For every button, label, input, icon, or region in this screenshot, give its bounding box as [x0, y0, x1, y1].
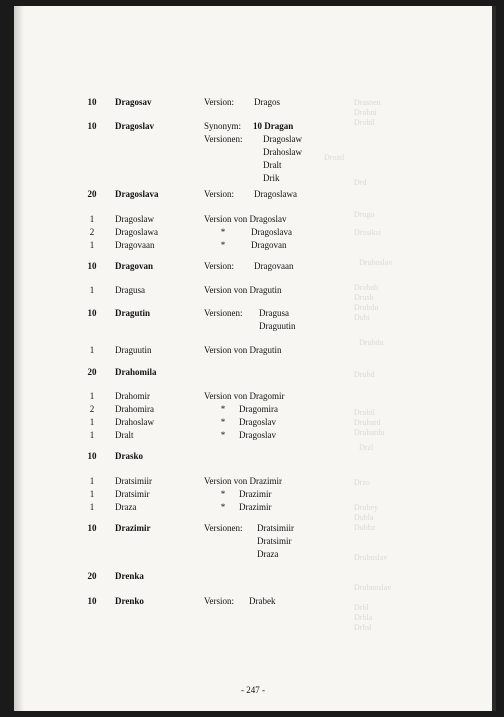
entry-name: Draguutin — [115, 345, 152, 355]
entry-value: Dragoslav — [239, 430, 276, 440]
list-item — [14, 97, 492, 111]
entry-name: Draza — [115, 502, 137, 512]
list-item — [14, 523, 492, 537]
entry-number: 10 — [87, 121, 97, 131]
entry-label: Versionen: — [204, 134, 243, 144]
entry-number: 1 — [89, 417, 95, 427]
entry-name: Dralt — [115, 430, 134, 440]
entry-label: Version von Dragomir — [204, 391, 285, 401]
entry-number: 1 — [89, 285, 95, 295]
list-item — [14, 430, 492, 444]
entry-number: 1 — [89, 430, 95, 440]
entry-name: Dragoslava — [115, 189, 159, 199]
entry-value: Dragusa — [259, 308, 289, 318]
list-item — [14, 391, 492, 405]
entry-number: 10 — [87, 523, 97, 533]
entry-label: Versionen: — [204, 308, 243, 318]
list-item — [14, 308, 492, 322]
list-item — [14, 345, 492, 359]
entry-value: Drazimir — [239, 502, 272, 512]
entry-name: Drahomira — [115, 404, 154, 414]
entry-number: 10 — [87, 451, 97, 461]
entry-number: 1 — [89, 489, 95, 499]
list-item — [14, 476, 492, 490]
entry-value: 10 Dragan — [253, 121, 294, 131]
entry-value: Dratsimiir — [257, 523, 294, 533]
entry-label: Synonym: — [204, 121, 242, 131]
entry-number: 20 — [87, 367, 97, 377]
list-item — [14, 417, 492, 431]
entry-name: Drenka — [115, 571, 144, 581]
entry-number: 10 — [87, 308, 97, 318]
ditto-mark: * — [220, 227, 226, 237]
entry-value: Draza — [257, 549, 279, 559]
entry-name: Dragusa — [115, 285, 145, 295]
list-item — [14, 134, 492, 148]
entry-name: Dragovan — [115, 261, 153, 271]
ditto-mark: * — [220, 417, 226, 427]
entry-value: Dragoslaw — [263, 134, 302, 144]
book-edge — [492, 6, 496, 711]
entry-name: Drahomila — [115, 367, 157, 377]
entry-name: Drahomir — [115, 391, 150, 401]
entry-name: Dragutin — [115, 308, 151, 318]
list-item — [14, 404, 492, 418]
list-item — [14, 227, 492, 241]
entry-value: Dragovan — [251, 240, 287, 250]
entry-name: Drazimir — [115, 523, 151, 533]
entry-value: Drabek — [249, 596, 276, 606]
list-item — [14, 160, 492, 174]
entry-number: 1 — [89, 240, 95, 250]
entry-label: Version von Dragutin — [204, 345, 282, 355]
entry-name: Dragoslav — [115, 121, 154, 131]
list-item — [14, 596, 492, 610]
entry-name: Dratsimiir — [115, 476, 152, 486]
entry-number: 20 — [87, 189, 97, 199]
entry-number: 1 — [89, 476, 95, 486]
ditto-mark: * — [220, 404, 226, 414]
ditto-mark: * — [220, 430, 226, 440]
list-item — [14, 240, 492, 254]
document-page: Drasnen Drobni Drobil Drozd Drd Drugo Drosiksi Druboslav Drobah Drusb Drubdn Dubi Drubdu Drubd Drobil Drubard Drubardu Drzl Drzo Drubey Dubla Dubbz Druboslav Drubnoslav Drbl Drbla Drbsl 10 Dragosav Version: Dragos 10 Dragoslav Synonym: 10 Dragan Versionen: Dragoslaw Drahoslaw Dralt Drik 20 Dragoslava Version: Dragoslawa 1 Dragoslaw Version von Dragoslav 2 Dragoslawa * Dragoslava 1 Dragovaan * Dragovan 10 Dragovan Version: Dragovaan 1 Dragusa Version von Dragutin 10 Dragutin Versionen: Dragusa Draguutin 1 Draguutin Version von Dragutin 20 Drahomila 1 Drahomir Version von Dragomir 2 Drahomira * Dragomira 1 Drahoslaw * Dragoslav 1 Dralt * Dragoslav 10 Drasko 1 Dratsimiir Version von Drazimir 1 Dratsimir * Drazimir 1 Draza * Drazimir 10 Drazimir Versionen: Dratsimiir Dratsimir Draza 20 Drenka 10 Drenko Version: Drabek - 247 - — [14, 6, 492, 711]
ditto-mark: * — [220, 240, 226, 250]
entry-name: Drahoslaw — [115, 417, 154, 427]
entry-number: 2 — [89, 227, 95, 237]
list-item — [14, 549, 492, 563]
entry-value: Draguutin — [259, 321, 296, 331]
entry-name: Drasko — [115, 451, 144, 461]
entry-name: Dratsimir — [115, 489, 150, 499]
entry-number: 20 — [87, 571, 97, 581]
entry-name: Drenko — [115, 596, 144, 606]
entry-name: Dragoslawa — [115, 227, 158, 237]
list-item — [14, 173, 492, 187]
entry-value: Drazimir — [239, 489, 272, 499]
entry-value: Drik — [263, 173, 280, 183]
list-item — [14, 321, 492, 335]
entry-value: Drahoslaw — [263, 147, 302, 157]
entry-value: Dralt — [263, 160, 282, 170]
entry-number: 10 — [87, 596, 97, 606]
entry-name: Dragoslaw — [115, 214, 154, 224]
entry-label: Versionen: — [204, 523, 243, 533]
entry-label: Version: — [204, 596, 234, 606]
list-item — [14, 214, 492, 228]
entry-number: 1 — [89, 391, 95, 401]
list-item — [14, 536, 492, 550]
entry-value: Dragomira — [239, 404, 278, 414]
entry-number: 10 — [87, 97, 97, 107]
ditto-mark: * — [220, 489, 226, 499]
list-item — [14, 121, 492, 135]
entry-value: Dragos — [254, 97, 280, 107]
list-item — [14, 147, 492, 161]
entry-value: Dragoslawa — [254, 189, 297, 199]
ditto-mark: * — [220, 502, 226, 512]
entry-value: Dragoslav — [239, 417, 276, 427]
list-item — [14, 367, 492, 381]
list-item — [14, 571, 492, 585]
list-item — [14, 285, 492, 299]
entry-number: 1 — [89, 345, 95, 355]
entry-number: 10 — [87, 261, 97, 271]
entry-number: 2 — [89, 404, 95, 414]
entry-label: Version von Dragutin — [204, 285, 282, 295]
entry-label: Version: — [204, 189, 234, 199]
entry-number: 1 — [89, 214, 95, 224]
entry-name: Dragosav — [115, 97, 152, 107]
list-item — [14, 502, 492, 516]
list-item — [14, 489, 492, 503]
entry-number: 1 — [89, 502, 95, 512]
page-number: - 247 - — [241, 685, 265, 695]
entry-label: Version von Drazimir — [204, 476, 282, 486]
list-item — [14, 189, 492, 203]
list-item — [14, 451, 492, 465]
list-item — [14, 261, 492, 275]
entry-label: Version: — [204, 97, 234, 107]
entry-value: Dragovaan — [254, 261, 294, 271]
entry-label: Version: — [204, 261, 234, 271]
entry-name: Dragovaan — [115, 240, 155, 250]
entry-value: Dratsimir — [257, 536, 292, 546]
entry-value: Dragoslava — [251, 227, 292, 237]
entry-label: Version von Dragoslav — [204, 214, 287, 224]
